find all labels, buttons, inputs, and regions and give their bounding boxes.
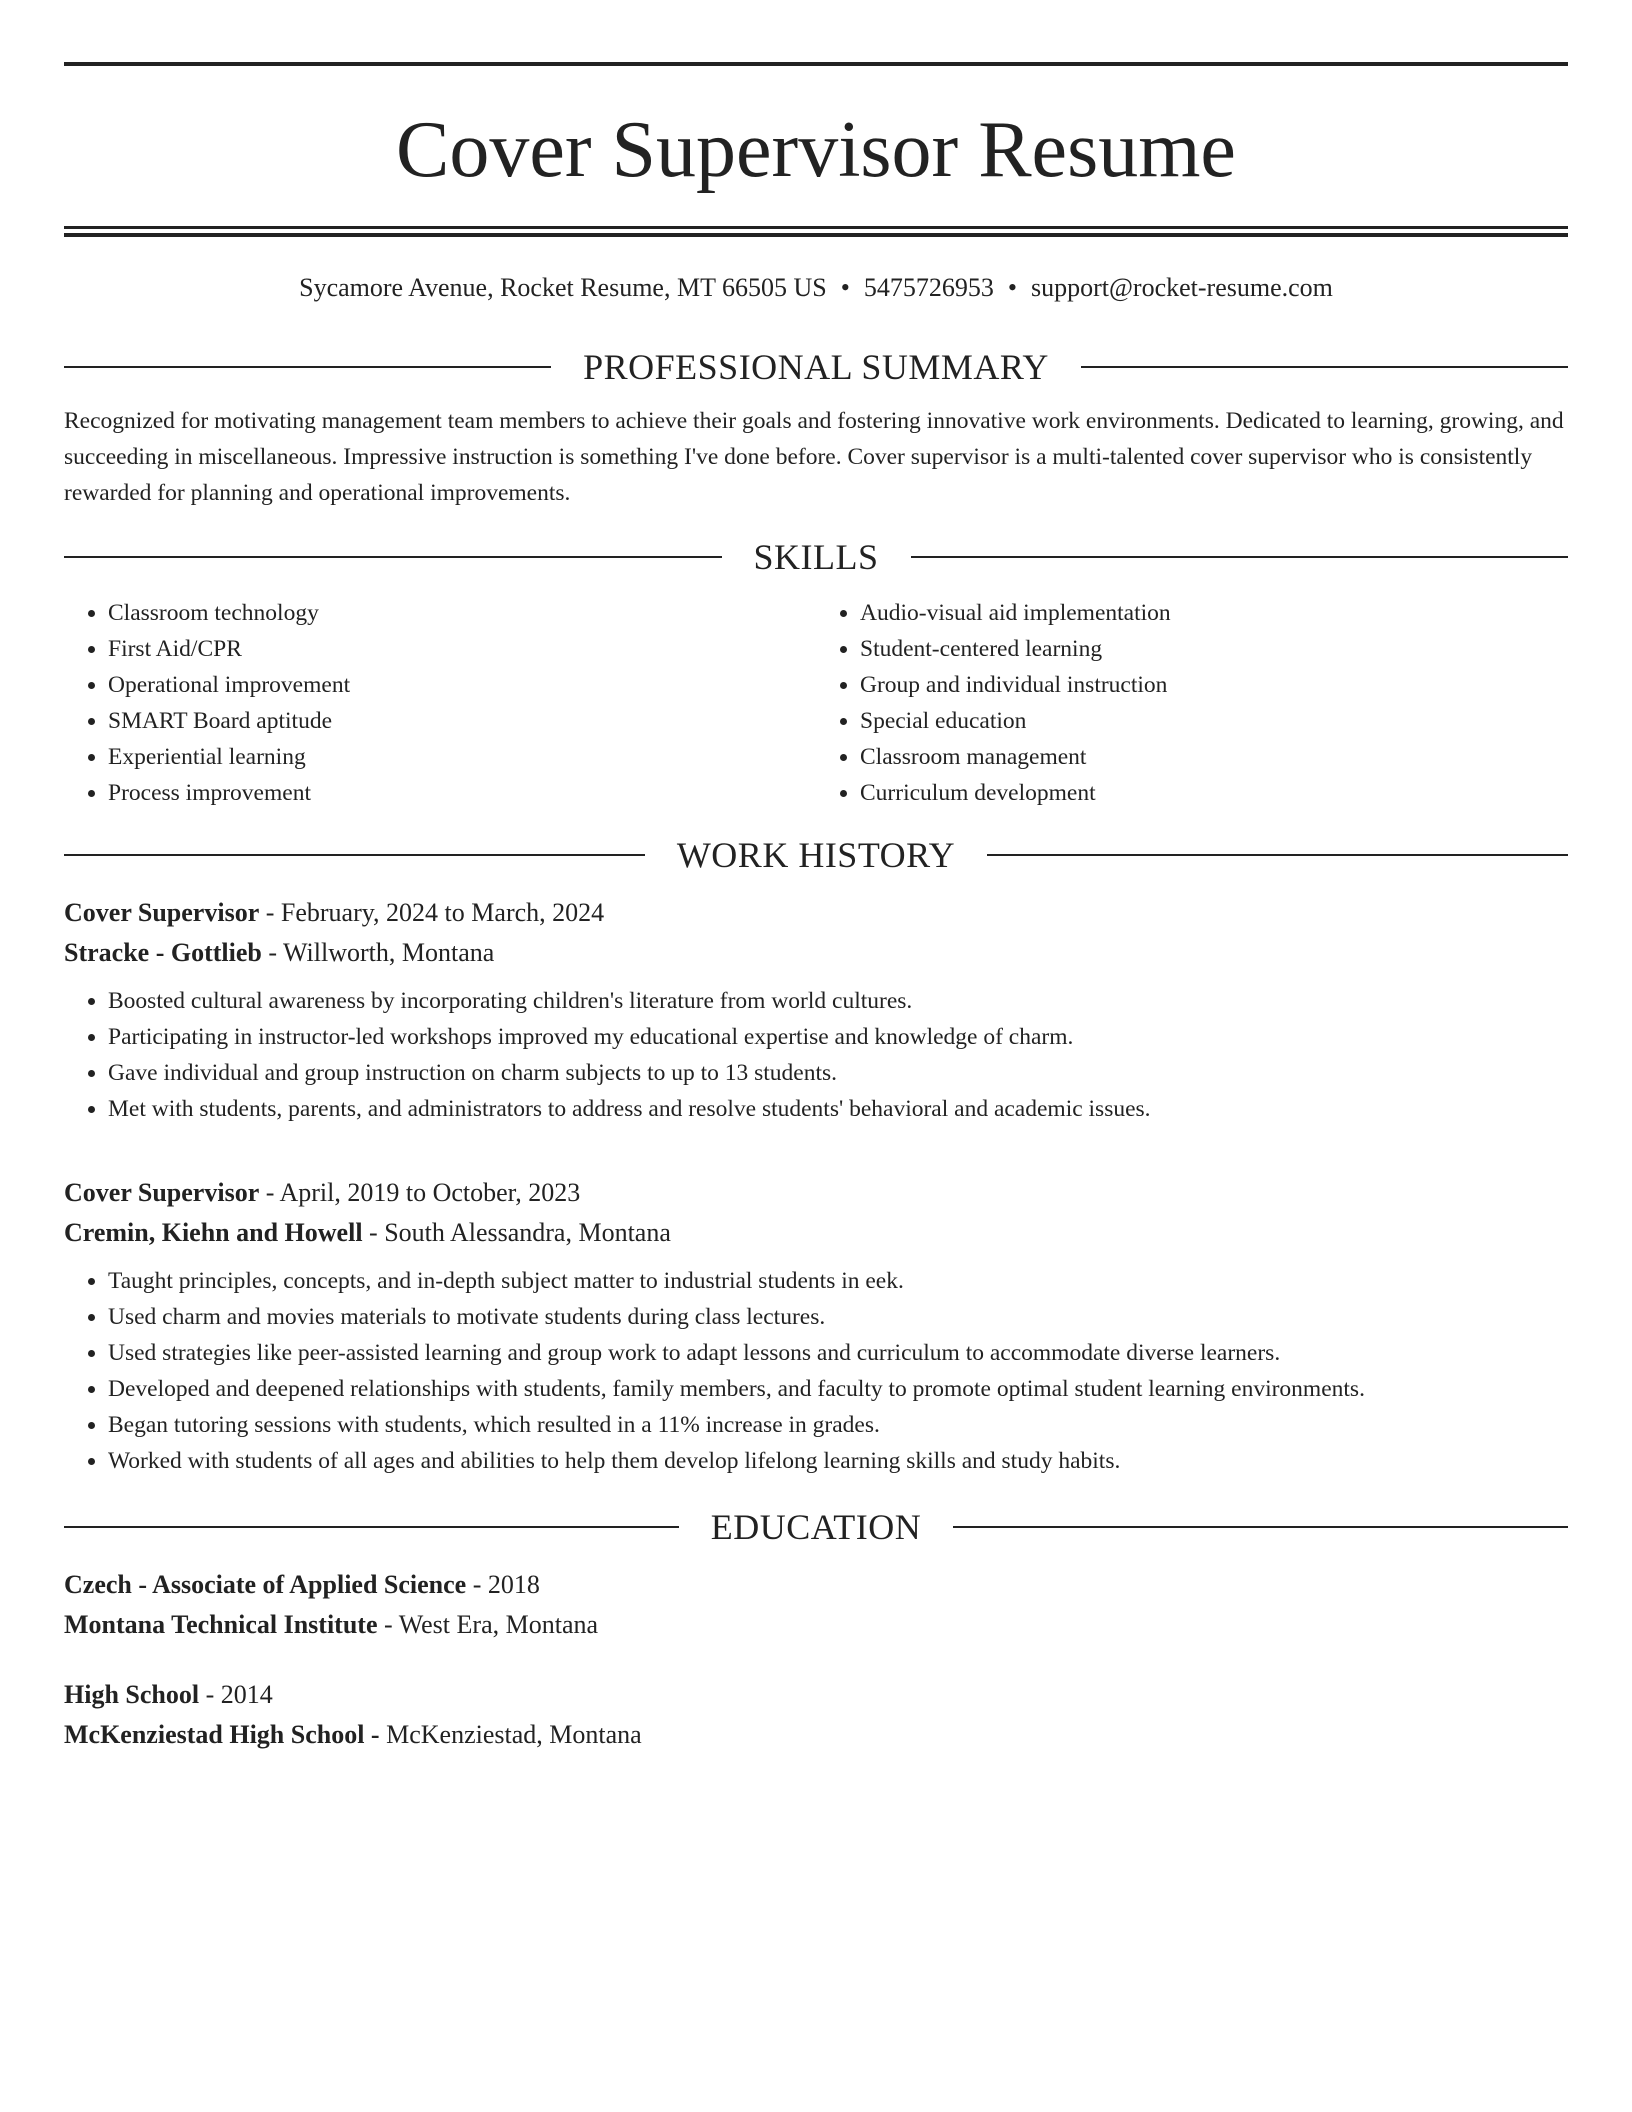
section-rule-right: [987, 854, 1568, 856]
education-degree-line: [64, 1675, 1568, 1715]
education-school: McKenziestad High School -: [64, 1720, 380, 1749]
section-title-skills: SKILLS: [753, 537, 879, 577]
job-dates: - February, 2024 to March, 2024: [259, 898, 605, 927]
education-entry: [64, 1565, 1568, 1645]
education-year: - 2018: [466, 1570, 540, 1599]
section-rule-right: [1081, 366, 1568, 368]
section-header-skills: [64, 535, 1568, 579]
job-entry: [64, 893, 1568, 1127]
skill-item: • Operational improvement: [108, 667, 816, 703]
skill-item: • First Aid/CPR: [108, 631, 816, 667]
contact-phone: 5475726953: [863, 273, 994, 302]
contact-separator: •: [1007, 273, 1017, 302]
skill-item: • Classroom management: [860, 739, 1568, 775]
education-degree: High School: [64, 1680, 200, 1709]
job-bullet: • Worked with students of all ages and abilities to help them develop lifelong learning skills and study habits.: [108, 1443, 1568, 1479]
section-rule-left: [64, 1526, 679, 1528]
job-bullet: • Taught principles, concepts, and in-depth subject matter to industrial students in eek.: [108, 1263, 1568, 1299]
skill-item: • Audio-visual aid implementation: [860, 595, 1568, 631]
job-company-line: [64, 933, 1568, 973]
job-bullet: • Developed and deepened relationships with students, family members, and faculty to promote optimal student learning environments.: [108, 1371, 1568, 1407]
job-bullet: • Began tutoring sessions with students, which resulted in a 11% increase in grades.: [108, 1407, 1568, 1443]
skills-column-left: [64, 595, 816, 811]
section-title-education: EDUCATION: [710, 1507, 922, 1547]
skill-item: • Process improvement: [108, 775, 816, 811]
education-school: Montana Technical Institute: [64, 1610, 378, 1639]
section-rule-left: [64, 556, 722, 558]
section-header-education: [64, 1505, 1568, 1549]
education-school-line: [64, 1715, 1568, 1755]
title-double-rule: [64, 226, 1568, 237]
skill-item: • Classroom technology: [108, 595, 816, 631]
job-dates: - April, 2019 to October, 2023: [259, 1178, 581, 1207]
education-location: McKenziestad, Montana: [379, 1720, 642, 1749]
job-title: Cover Supervisor: [64, 1178, 260, 1207]
job-title-line: [64, 893, 1568, 933]
section-header-summary: [64, 345, 1568, 389]
education-school-line: [64, 1605, 1568, 1645]
contact-separator: •: [840, 273, 850, 302]
education-list: [64, 1565, 1568, 1755]
contact-line: [64, 271, 1568, 305]
education-location: - West Era, Montana: [377, 1610, 599, 1639]
skill-item: • Curriculum development: [860, 775, 1568, 811]
job-bullet: • Participating in instructor-led workshops improved my educational expertise and knowledge of charm.: [108, 1019, 1568, 1055]
job-location: - South Alessandra, Montana: [362, 1218, 671, 1247]
education-entry: [64, 1675, 1568, 1755]
job-bullet: • Boosted cultural awareness by incorporating children's literature from world cultures.: [108, 983, 1568, 1019]
skills-list: [64, 595, 1568, 811]
job-bullets: [64, 1263, 1568, 1479]
skill-item: • Group and individual instruction: [860, 667, 1568, 703]
section-title-work: WORK HISTORY: [676, 835, 956, 875]
education-year: - 2014: [199, 1680, 273, 1709]
job-location: - Willworth, Montana: [261, 938, 495, 967]
page-title: Cover Supervisor Resume: [396, 106, 1236, 194]
contact-email: support@rocket-resume.com: [1030, 273, 1333, 302]
contact-address: Sycamore Avenue, Rocket Resume, MT 66505 US: [299, 273, 827, 302]
skill-item: • Special education: [860, 703, 1568, 739]
skill-item: • SMART Board aptitude: [108, 703, 816, 739]
job-bullets: [64, 983, 1568, 1127]
job-company: Stracke - Gottlieb: [64, 938, 262, 967]
job-bullet: • Used strategies like peer-assisted learning and group work to adapt lessons and curriculum to accommodate diverse learners.: [108, 1335, 1568, 1371]
skill-item: • Student-centered learning: [860, 631, 1568, 667]
skills-column-right: [816, 595, 1568, 811]
job-entry: [64, 1173, 1568, 1479]
section-rule-left: [64, 854, 645, 856]
skill-item: • Experiential learning: [108, 739, 816, 775]
job-bullet: • Used charm and movies materials to motivate students during class lectures.: [108, 1299, 1568, 1335]
job-bullet: • Met with students, parents, and administrators to address and resolve students' behavioral and academic issues.: [108, 1091, 1568, 1127]
job-title: Cover Supervisor: [64, 898, 260, 927]
job-company-line: [64, 1213, 1568, 1253]
education-degree-line: [64, 1565, 1568, 1605]
job-title-line: [64, 1173, 1568, 1213]
work-history: [64, 893, 1568, 1479]
summary-text: Recognized for motivating management team members to achieve their goals and fostering innovative work environments. Dedicated to learning, growing, and succeeding in miscellaneous. Impressive instruction is something I've done before. Cover supervisor is a multi-talented cover supervisor who is consistently rewarded for planning and operational improvements.: [64, 408, 1564, 506]
top-rule: [64, 62, 1568, 66]
job-company: Cremin, Kiehn and Howell: [64, 1218, 363, 1247]
education-degree: Czech - Associate of Applied Science: [64, 1570, 467, 1599]
section-rule-right: [953, 1526, 1568, 1528]
section-rule-left: [64, 366, 551, 368]
section-rule-right: [911, 556, 1569, 558]
section-title-summary: PROFESSIONAL SUMMARY: [583, 347, 1049, 387]
job-bullet: • Gave individual and group instruction on charm subjects to up to 13 students.: [108, 1055, 1568, 1091]
section-header-work: [64, 833, 1568, 877]
